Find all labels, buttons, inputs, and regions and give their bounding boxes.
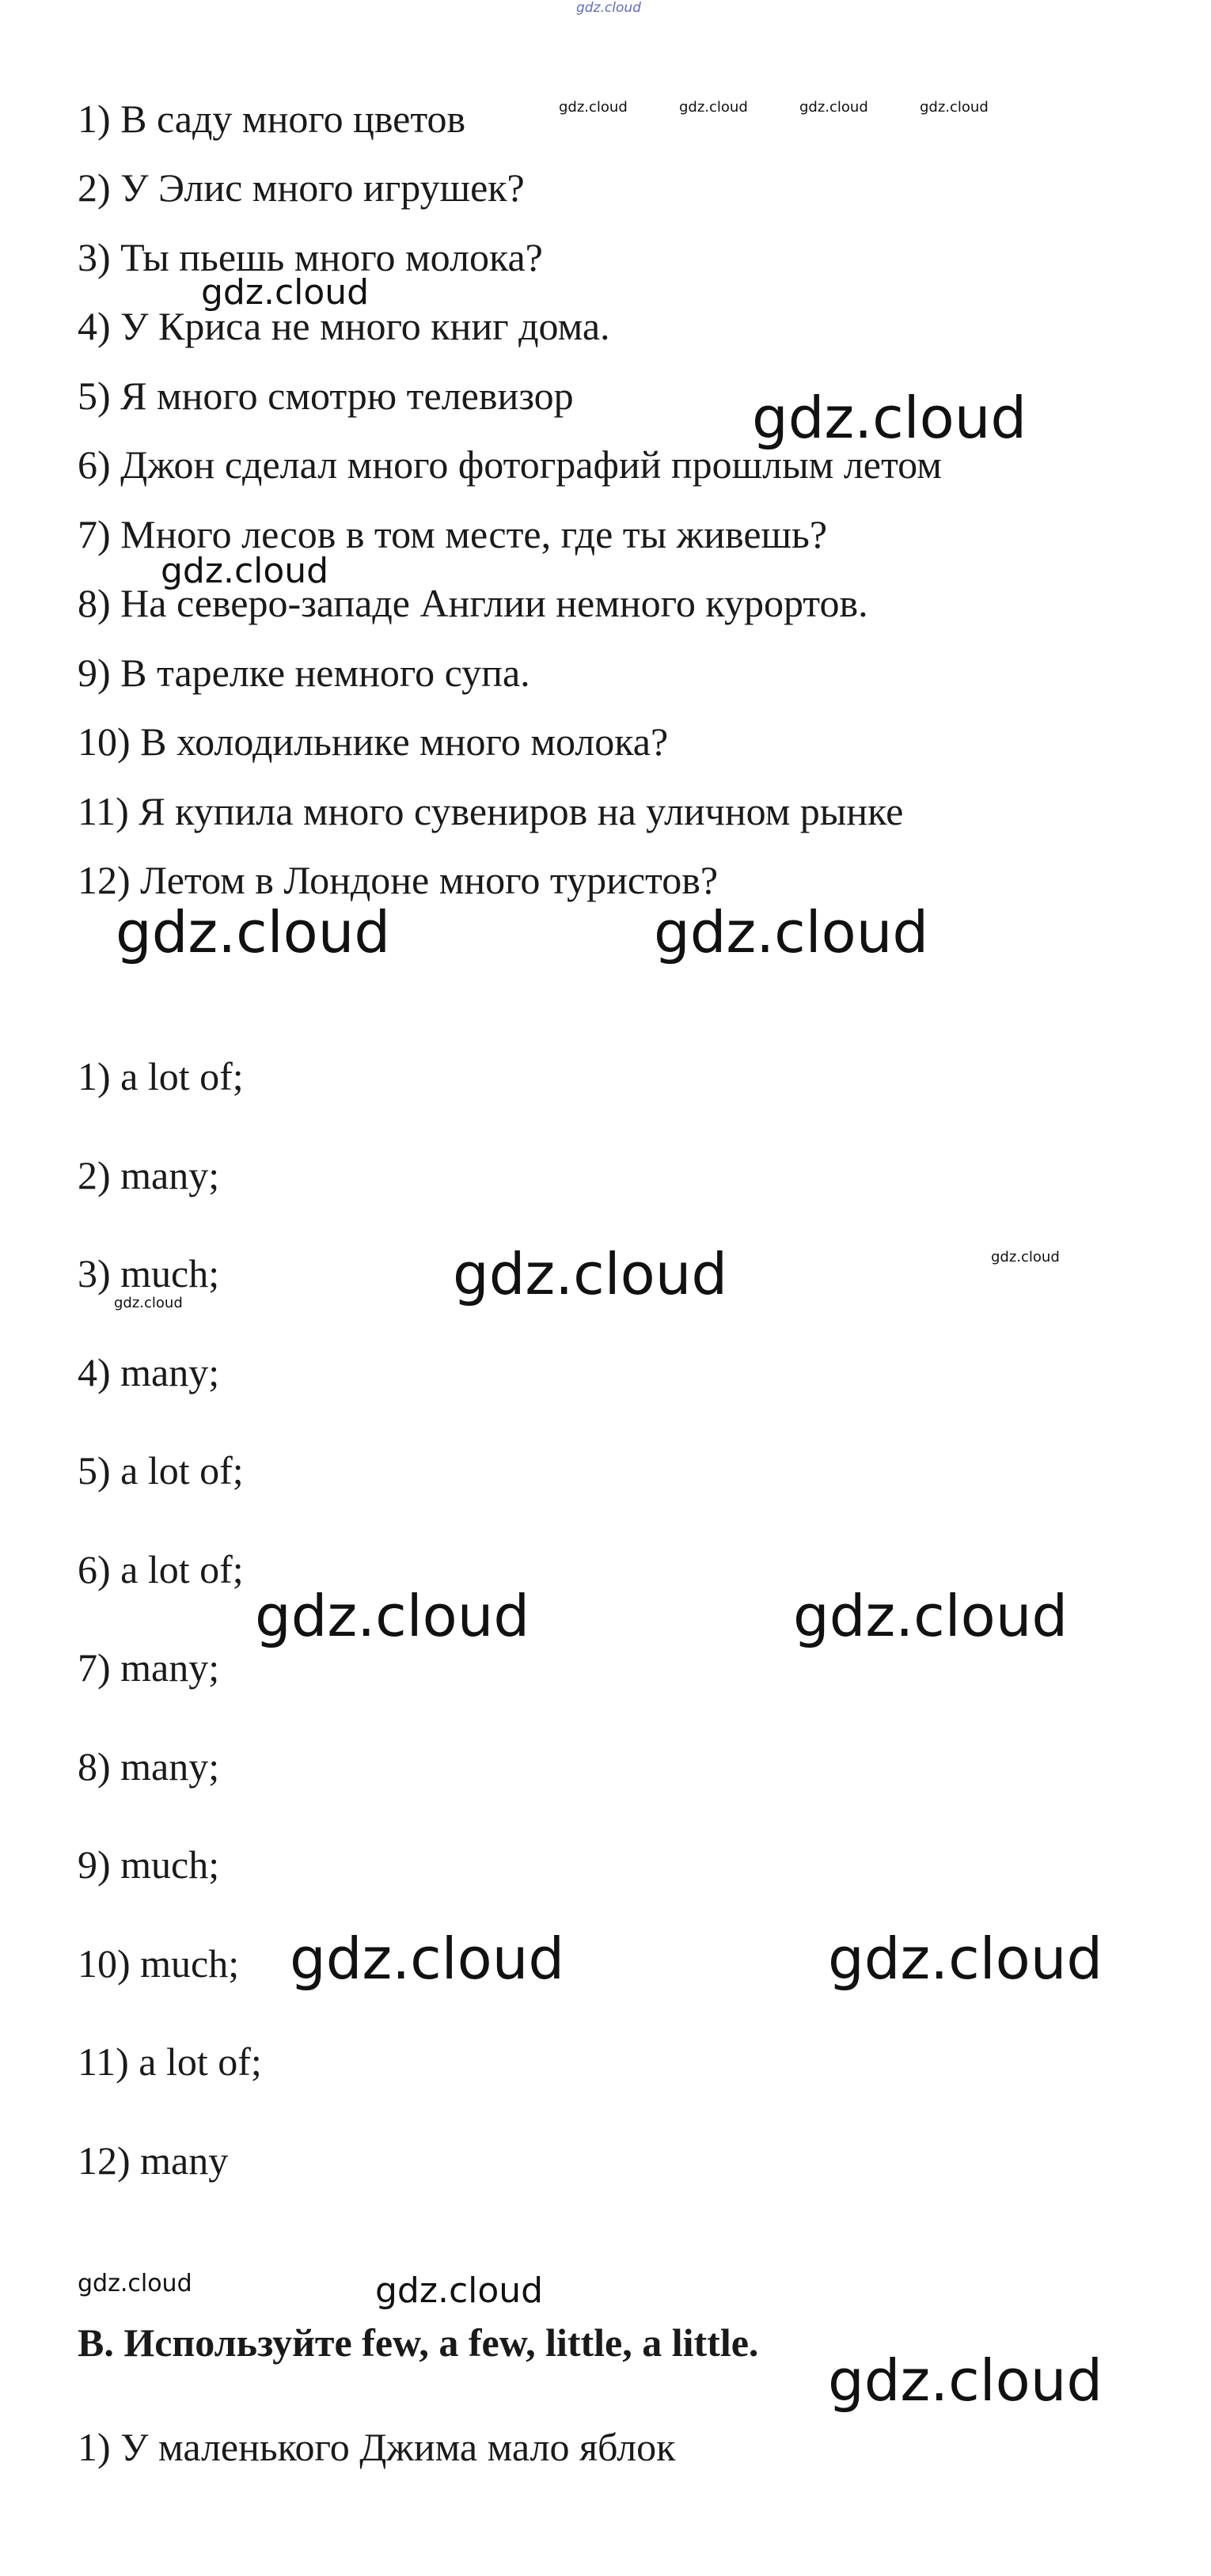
watermark: gdz.cloud <box>752 385 1027 451</box>
watermark: gdz.cloud <box>654 899 929 966</box>
translation-line: 8) На северо-западе Англии немного курортов. <box>78 581 868 625</box>
translation-line: 7) Много лесов в том месте, где ты живешь? <box>78 512 828 556</box>
answer-line: 10) much; <box>78 1941 240 1986</box>
translation-line: 6) Джон сделал много фотографий прошлым летом <box>78 442 942 487</box>
watermark: gdz.cloud <box>679 99 748 116</box>
watermark: gdz.cloud <box>920 99 989 116</box>
answer-line: 6) a lot of; <box>78 1547 244 1592</box>
watermark: gdz.cloud <box>799 99 868 116</box>
translation-line: 11) Я купила много сувениров на уличном рынке <box>78 789 904 833</box>
answer-line: 11) a lot of; <box>78 2039 262 2084</box>
watermark: gdz.cloud <box>991 1249 1060 1265</box>
answer-line: 1) a lot of; <box>78 1054 244 1098</box>
translation-line: 1) В саду много цветов <box>78 97 466 141</box>
watermark: gdz.cloud <box>559 99 628 116</box>
watermark: gdz.cloud <box>453 1241 728 1307</box>
watermark: gdz.cloud <box>828 1925 1103 1992</box>
section-b-item: 1) У маленького Джима мало яблок <box>78 2425 676 2469</box>
watermark: gdz.cloud <box>116 899 391 966</box>
answer-line: 5) a lot of; <box>78 1448 244 1493</box>
answer-line: 12) many <box>78 2138 229 2183</box>
answer-line: 8) many; <box>78 1744 220 1789</box>
translation-line: 2) У Элис много игрушек? <box>78 165 525 210</box>
watermark: gdz.cloud <box>114 1295 183 1311</box>
translation-line: 12) Летом в Лондоне много туристов? <box>78 858 719 902</box>
watermark: gdz.cloud <box>161 551 329 591</box>
answer-line: 7) many; <box>78 1645 220 1690</box>
translation-line: 4) У Криса не много книг дома. <box>78 304 610 348</box>
watermark: gdz.cloud <box>375 2271 544 2311</box>
watermark: gdz.cloud <box>255 1583 530 1649</box>
answer-line: 2) many; <box>78 1153 220 1197</box>
translation-line: 3) Ты пьешь много молока? <box>78 235 543 279</box>
watermark: gdz.cloud <box>78 2270 192 2297</box>
header-watermark: gdz.cloud <box>576 0 641 16</box>
translation-line: 5) Я много смотрю телевизор <box>78 374 574 418</box>
answer-line: 4) many; <box>78 1350 220 1394</box>
watermark: gdz.cloud <box>201 272 370 313</box>
watermark: gdz.cloud <box>793 1583 1069 1649</box>
translation-line: 10) В холодильнике много молока? <box>78 719 669 764</box>
answer-line: 3) much; <box>78 1251 220 1296</box>
section-heading: B. Используйте few, a few, little, a little. <box>78 2320 759 2365</box>
watermark: gdz.cloud <box>828 2347 1103 2414</box>
watermark: gdz.cloud <box>290 1925 565 1992</box>
answer-line: 9) much; <box>78 1842 220 1887</box>
translation-line: 9) В тарелке немного супа. <box>78 651 530 695</box>
